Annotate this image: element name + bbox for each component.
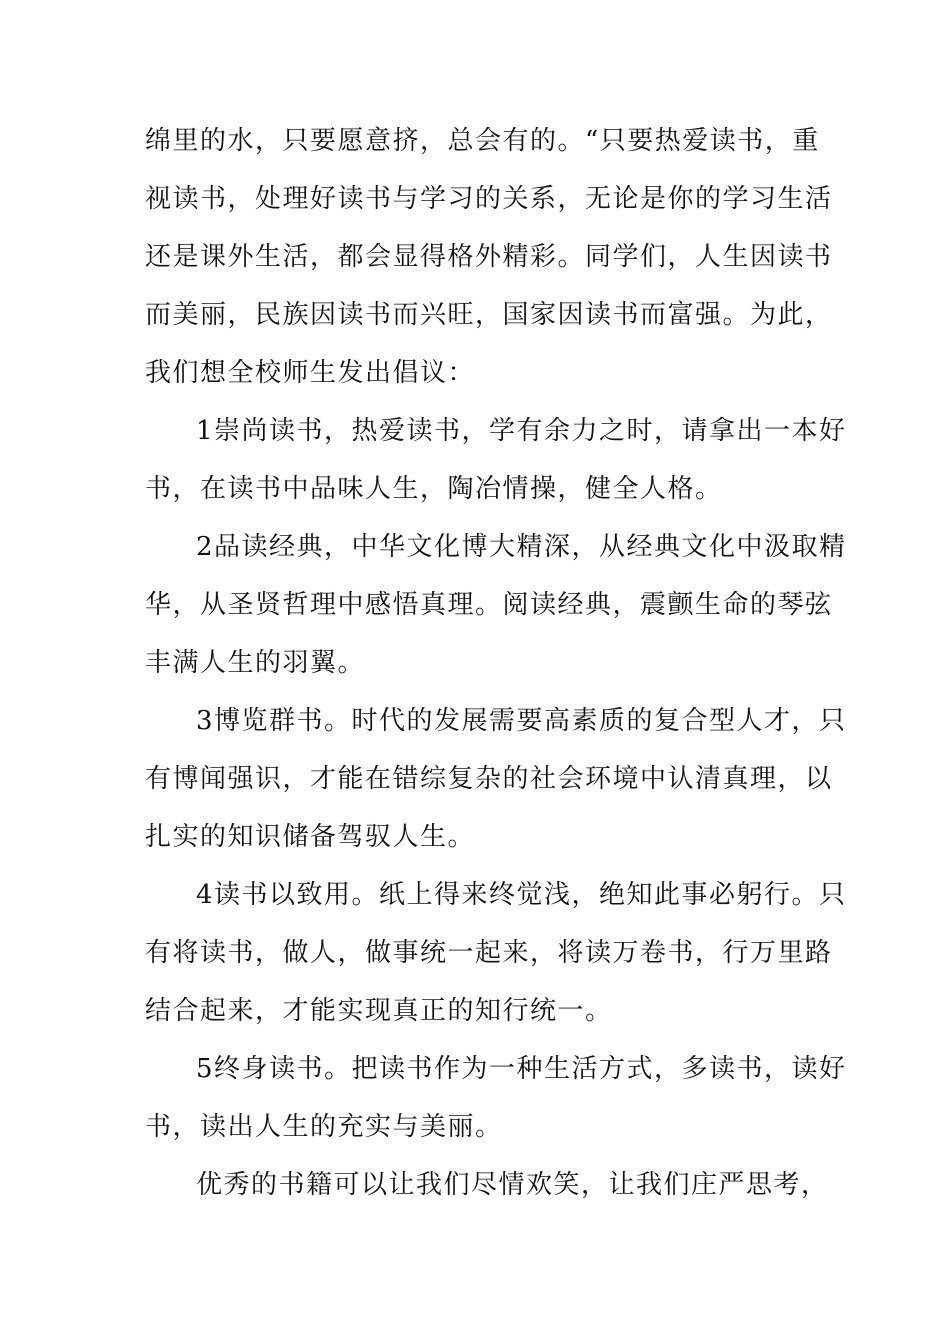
- text-line: 有将读书，做人，做事统一起来，将读万卷书，行万里路: [145, 938, 833, 968]
- text-line: 5终身读书。把读书作为一种生活方式，多读书，读好: [196, 1054, 847, 1084]
- text-line: 有博闻强识，才能在错综复杂的社会环境中认清真理，以: [145, 764, 833, 794]
- text-line: 3博览群书。时代的发展需要高素质的复合型人才，只: [196, 706, 847, 736]
- text-line: 结合起来，才能实现真正的知行统一。: [145, 996, 613, 1026]
- text-line: 2品读经典，中华文化博大精深，从经典文化中汲取精: [196, 532, 847, 562]
- text-line: 视读书，处理好读书与学习的关系，无论是你的学习生活: [145, 184, 833, 214]
- text-line: 绵里的水，只要愿意挤，总会有的。“只要热爱读书，重: [145, 126, 820, 156]
- text-line: 书，在读书中品味人生，陶冶情操，健全人格。: [145, 474, 723, 504]
- text-line: 而美丽，民族因读书而兴旺，国家因读书而富强。为此，: [145, 300, 833, 330]
- text-line: 还是课外生活，都会显得格外精彩。同学们，人生因读书: [145, 242, 833, 272]
- text-line: 4读书以致用。纸上得来终觉浅，绝知此事必躬行。只: [196, 880, 847, 910]
- text-line: 丰满人生的羽翼。: [145, 648, 366, 678]
- text-line: 扎实的知识储备驾驭人生。: [145, 822, 476, 852]
- text-line: 书，读出人生的充实与美丽。: [145, 1112, 503, 1142]
- text-line: 我们想全校师生发出倡议：: [145, 358, 476, 388]
- text-line: 华，从圣贤哲理中感悟真理。阅读经典，震颤生命的琴弦: [145, 590, 833, 620]
- text-line: 1崇尚读书，热爱读书，学有余力之时，请拿出一本好: [196, 416, 847, 446]
- text-line: 优秀的书籍可以让我们尽情欢笑，让我们庄严思考，: [196, 1170, 829, 1200]
